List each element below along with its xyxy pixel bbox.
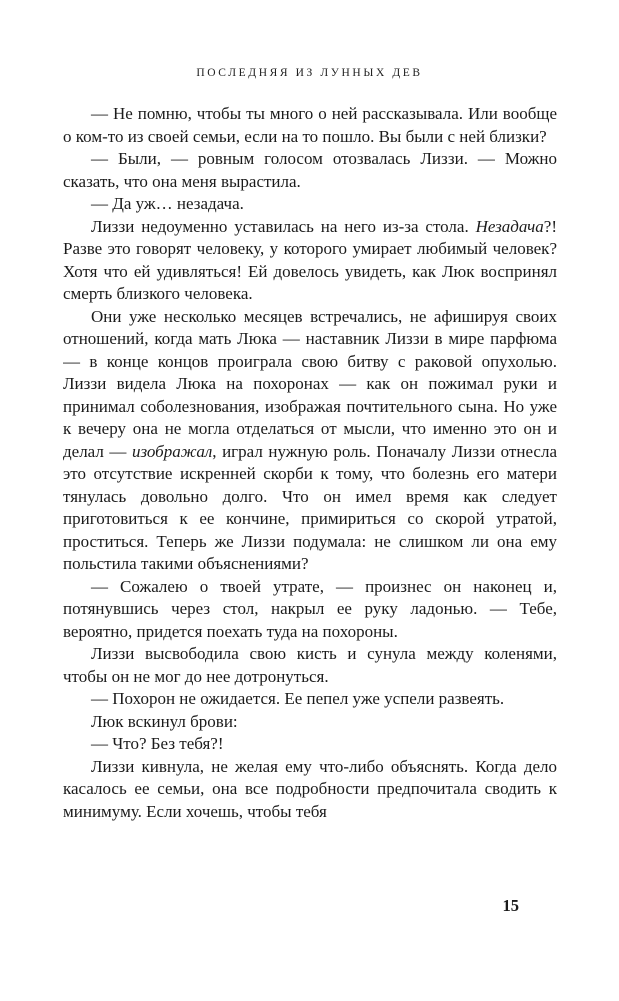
paragraph [63, 148, 557, 193]
text-run: Лиззи высвободила свою кисть и сунула между коленями, чтобы он не мог до нее дотронуться. [63, 644, 557, 686]
text-run-italic: изображал [132, 441, 213, 461]
text-run: Они уже несколько месяцев встречались, не афишируя своих отношений, когда мать Люка — наставник Лиззи в мире парфюма — в конце концов проиграла свою битву с раковой опухолью. Лиззи видела Люка на похоронах — как он пожимал руки и принимал соболезнования, изображая почтительного сына. Но уже к вечеру она не могла отделаться от мысли, что именно это он и делал — [63, 306, 557, 461]
text-run: ?! Разве это говорят человеку, у которого умирает любимый человек? Хотя что ей удивляться! Ей довелось увидеть, как Люк воспринял смерть близкого человека. [63, 216, 557, 303]
text-run: — Были, — ровным голосом отозвалась Лиззи. — Можно сказать, что она меня вырастила. [63, 149, 557, 191]
paragraph [63, 688, 557, 711]
text-run-italic: Незадача [475, 216, 544, 236]
paragraph [63, 756, 557, 824]
paragraph [63, 643, 557, 688]
paragraph [63, 711, 557, 734]
text-run: , играл нужную роль. Поначалу Лиззи отнесла это отсутствие искренней скорби к тому, что болезнь его матери тянулась довольно долго. Что он имел время как следует приготовиться к ее кончине, примириться со скорой утратой, проститься. Теперь же Лиззи подумала: не слишком ли она ему польстила такими объяснениями? [63, 441, 557, 573]
text-run: — Да уж… незадача. [91, 194, 244, 213]
text-run: — Что? Без тебя?! [91, 734, 224, 753]
paragraph [63, 306, 557, 576]
paragraph [63, 576, 557, 644]
text-run: — Сожалею о твоей утрате, — произнес он наконец и, потянувшись через стол, накрыл ее руку ладонью. — Тебе, вероятно, придется поехать туда на похороны. [63, 576, 557, 641]
page-body [63, 103, 557, 893]
text-run: Лиззи недоуменно уставилась на него из-за стола. [91, 216, 476, 236]
running-head-title: ПОСЛЕДНЯЯ ИЗ ЛУННЫХ ДЕВ [196, 67, 423, 79]
text-run: — Похорон не ожидается. Ее пепел уже успели развеять. [91, 689, 505, 708]
text-run: Люк вскинул брови: [91, 711, 238, 731]
paragraph [63, 733, 557, 756]
text-run: Лиззи кивнула, не желая ему что-либо объяснять. Когда дело касалось ее семьи, она все подробности предпочитала сводить к минимуму. Если хочешь, чтобы тебя [63, 756, 557, 821]
paragraph [63, 193, 557, 216]
text-run: — Не помню, чтобы ты много о ней рассказывала. Или вообще о ком-то из своей семьи, если на то пошло. Вы были с ней близки? [63, 104, 557, 146]
paragraph [63, 216, 557, 306]
page-number: 15 [502, 896, 519, 915]
paragraph [63, 103, 557, 148]
